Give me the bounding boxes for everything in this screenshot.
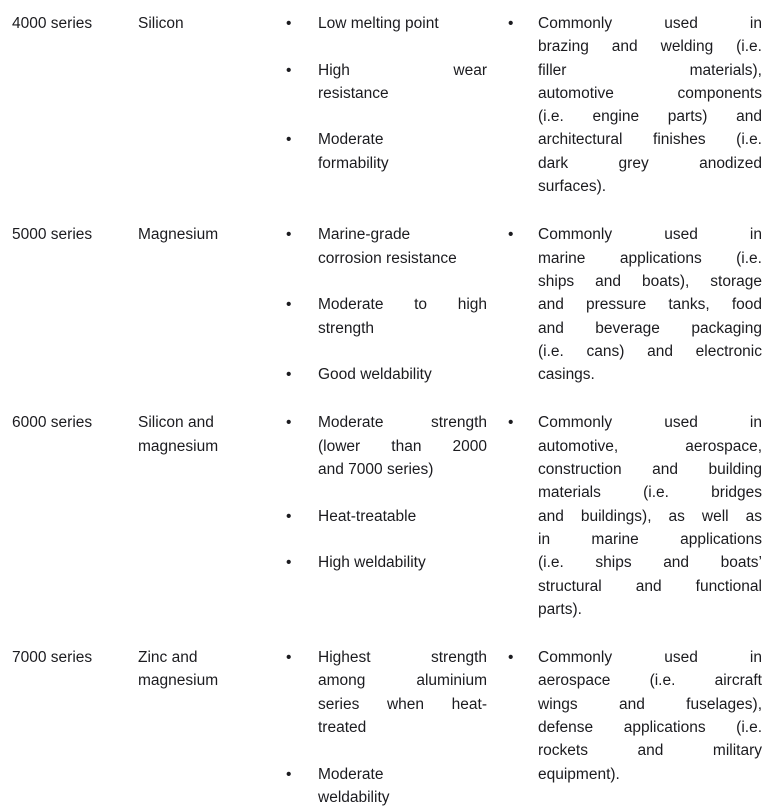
uses-text bbox=[538, 646, 762, 786]
bullet-icon: • bbox=[286, 649, 292, 667]
composition-line: Silicon and bbox=[138, 414, 214, 432]
series-cell bbox=[12, 411, 138, 621]
uses-line: and buildings), as well as bbox=[538, 507, 762, 525]
property-text bbox=[318, 505, 487, 528]
uses-text bbox=[538, 12, 762, 198]
uses-text bbox=[538, 223, 762, 386]
property-line: weldability bbox=[318, 788, 390, 806]
property-text bbox=[318, 59, 487, 106]
properties-cell bbox=[283, 646, 505, 809]
series-cell bbox=[12, 223, 138, 386]
series-label: 4000 series bbox=[12, 15, 93, 32]
uses-line: aerospace (i.e. aircraft bbox=[538, 672, 762, 690]
uses-cell bbox=[505, 646, 762, 809]
property-bullet bbox=[283, 363, 505, 386]
property-bullet bbox=[283, 646, 505, 739]
uses-line: (i.e. engine parts) and bbox=[538, 108, 762, 126]
bullet-icon: • bbox=[286, 554, 292, 572]
uses-bullet bbox=[505, 646, 762, 786]
uses-line: Commonly used in bbox=[538, 414, 762, 432]
properties-cell bbox=[283, 411, 505, 621]
property-text bbox=[318, 551, 487, 574]
uses-line: and beverage packaging bbox=[538, 319, 762, 337]
property-line: strength bbox=[318, 319, 375, 337]
property-bullet bbox=[283, 505, 505, 528]
uses-line: (i.e. cans) and electronic bbox=[538, 342, 762, 360]
bullet-icon: • bbox=[286, 131, 292, 149]
uses-line: rockets and military bbox=[538, 742, 762, 760]
series-label: 7000 series bbox=[12, 649, 93, 667]
property-line: High wear bbox=[318, 61, 487, 79]
bullet-icon: • bbox=[286, 414, 292, 432]
property-line: Marine-grade bbox=[318, 226, 411, 244]
composition-line: magnesium bbox=[138, 672, 219, 690]
bullet-icon: • bbox=[286, 15, 292, 32]
property-text bbox=[318, 128, 487, 175]
property-line: Moderate to high bbox=[318, 296, 487, 314]
composition-cell bbox=[138, 646, 283, 809]
bullet-icon: • bbox=[508, 649, 514, 667]
property-bullet bbox=[283, 551, 505, 574]
uses-line: equipment). bbox=[538, 765, 620, 783]
bullet-icon: • bbox=[508, 15, 514, 32]
property-line: resistance bbox=[318, 84, 389, 102]
uses-text bbox=[538, 411, 762, 621]
property-bullet bbox=[283, 763, 505, 810]
series-label: 6000 series bbox=[12, 414, 93, 432]
bullet-icon: • bbox=[286, 296, 292, 314]
uses-line: ships and boats), storage bbox=[538, 272, 762, 290]
uses-bullet bbox=[505, 411, 762, 621]
property-line: formability bbox=[318, 154, 389, 172]
properties-cell bbox=[283, 223, 505, 386]
bullet-icon: • bbox=[508, 414, 514, 432]
property-line: Low melting point bbox=[318, 15, 439, 32]
property-bullet bbox=[283, 223, 505, 270]
uses-line: marine applications (i.e. bbox=[538, 249, 762, 267]
series-cell bbox=[12, 12, 138, 198]
property-line: Highest strength bbox=[318, 649, 487, 667]
property-line: High weldability bbox=[318, 554, 426, 572]
composition-cell bbox=[138, 223, 283, 386]
property-text bbox=[318, 646, 487, 739]
uses-line: materials (i.e. bridges bbox=[538, 484, 762, 502]
property-text bbox=[318, 411, 487, 481]
uses-line: filler materials), bbox=[538, 61, 762, 79]
uses-line: brazing and welding (i.e. bbox=[538, 38, 762, 56]
composition-line: magnesium bbox=[138, 437, 219, 455]
uses-line: Commonly used in bbox=[538, 649, 762, 667]
table-row bbox=[12, 223, 762, 386]
composition-cell bbox=[138, 12, 283, 198]
property-bullet bbox=[283, 12, 505, 35]
alloy-table bbox=[12, 12, 762, 809]
uses-line: Commonly used in bbox=[538, 226, 762, 244]
composition-line: Magnesium bbox=[138, 226, 219, 244]
uses-line: Commonly used in bbox=[538, 15, 762, 32]
property-line: treated bbox=[318, 719, 367, 737]
uses-line: structural and functional bbox=[538, 577, 762, 595]
bullet-icon: • bbox=[286, 507, 292, 525]
property-bullet bbox=[283, 411, 505, 481]
bullet-icon: • bbox=[286, 61, 292, 79]
uses-cell bbox=[505, 411, 762, 621]
property-bullet bbox=[283, 59, 505, 106]
uses-cell bbox=[505, 223, 762, 386]
uses-line: in marine applications bbox=[538, 530, 762, 548]
composition-line: Zinc and bbox=[138, 649, 198, 667]
property-line: Moderate bbox=[318, 131, 384, 149]
property-line: among aluminium bbox=[318, 672, 487, 690]
property-bullet bbox=[283, 128, 505, 175]
uses-line: and pressure tanks, food bbox=[538, 296, 762, 314]
uses-bullet bbox=[505, 223, 762, 386]
property-text bbox=[318, 12, 487, 35]
property-text bbox=[318, 293, 487, 340]
series-cell bbox=[12, 646, 138, 809]
uses-line: (i.e. ships and boats’ bbox=[538, 554, 762, 572]
uses-line: surfaces). bbox=[538, 178, 607, 196]
property-line: and 7000 series) bbox=[318, 461, 434, 479]
uses-line: parts). bbox=[538, 600, 582, 618]
series-label: 5000 series bbox=[12, 226, 93, 244]
property-text bbox=[318, 223, 487, 270]
composition-cell bbox=[138, 411, 283, 621]
property-text bbox=[318, 763, 487, 810]
property-line: Good weldability bbox=[318, 366, 432, 384]
property-text bbox=[318, 363, 487, 386]
uses-line: defense applications (i.e. bbox=[538, 719, 762, 737]
bullet-icon: • bbox=[286, 226, 292, 244]
property-line: Heat-treatable bbox=[318, 507, 417, 525]
table-row bbox=[12, 646, 762, 809]
uses-cell bbox=[505, 12, 762, 198]
property-line: corrosion resistance bbox=[318, 249, 457, 267]
property-bullet bbox=[283, 293, 505, 340]
bullet-icon: • bbox=[508, 226, 514, 244]
uses-line: wings and fuselages), bbox=[538, 695, 762, 713]
bullet-icon: • bbox=[286, 765, 292, 783]
uses-line: automotive components bbox=[538, 84, 762, 102]
uses-line: automotive, aerospace, bbox=[538, 437, 762, 455]
property-line: series when heat- bbox=[318, 695, 487, 713]
bullet-icon: • bbox=[286, 366, 292, 384]
uses-bullet bbox=[505, 12, 762, 198]
property-line: Moderate strength bbox=[318, 414, 487, 432]
uses-line: casings. bbox=[538, 366, 595, 384]
uses-line: dark grey anodized bbox=[538, 154, 762, 172]
composition-line: Silicon bbox=[138, 15, 184, 32]
properties-cell bbox=[283, 12, 505, 198]
table-row bbox=[12, 411, 762, 621]
uses-line: construction and building bbox=[538, 461, 762, 479]
property-line: (lower than 2000 bbox=[318, 437, 487, 455]
uses-line: architectural finishes (i.e. bbox=[538, 131, 762, 149]
property-line: Moderate bbox=[318, 765, 384, 783]
table-row bbox=[12, 12, 762, 198]
